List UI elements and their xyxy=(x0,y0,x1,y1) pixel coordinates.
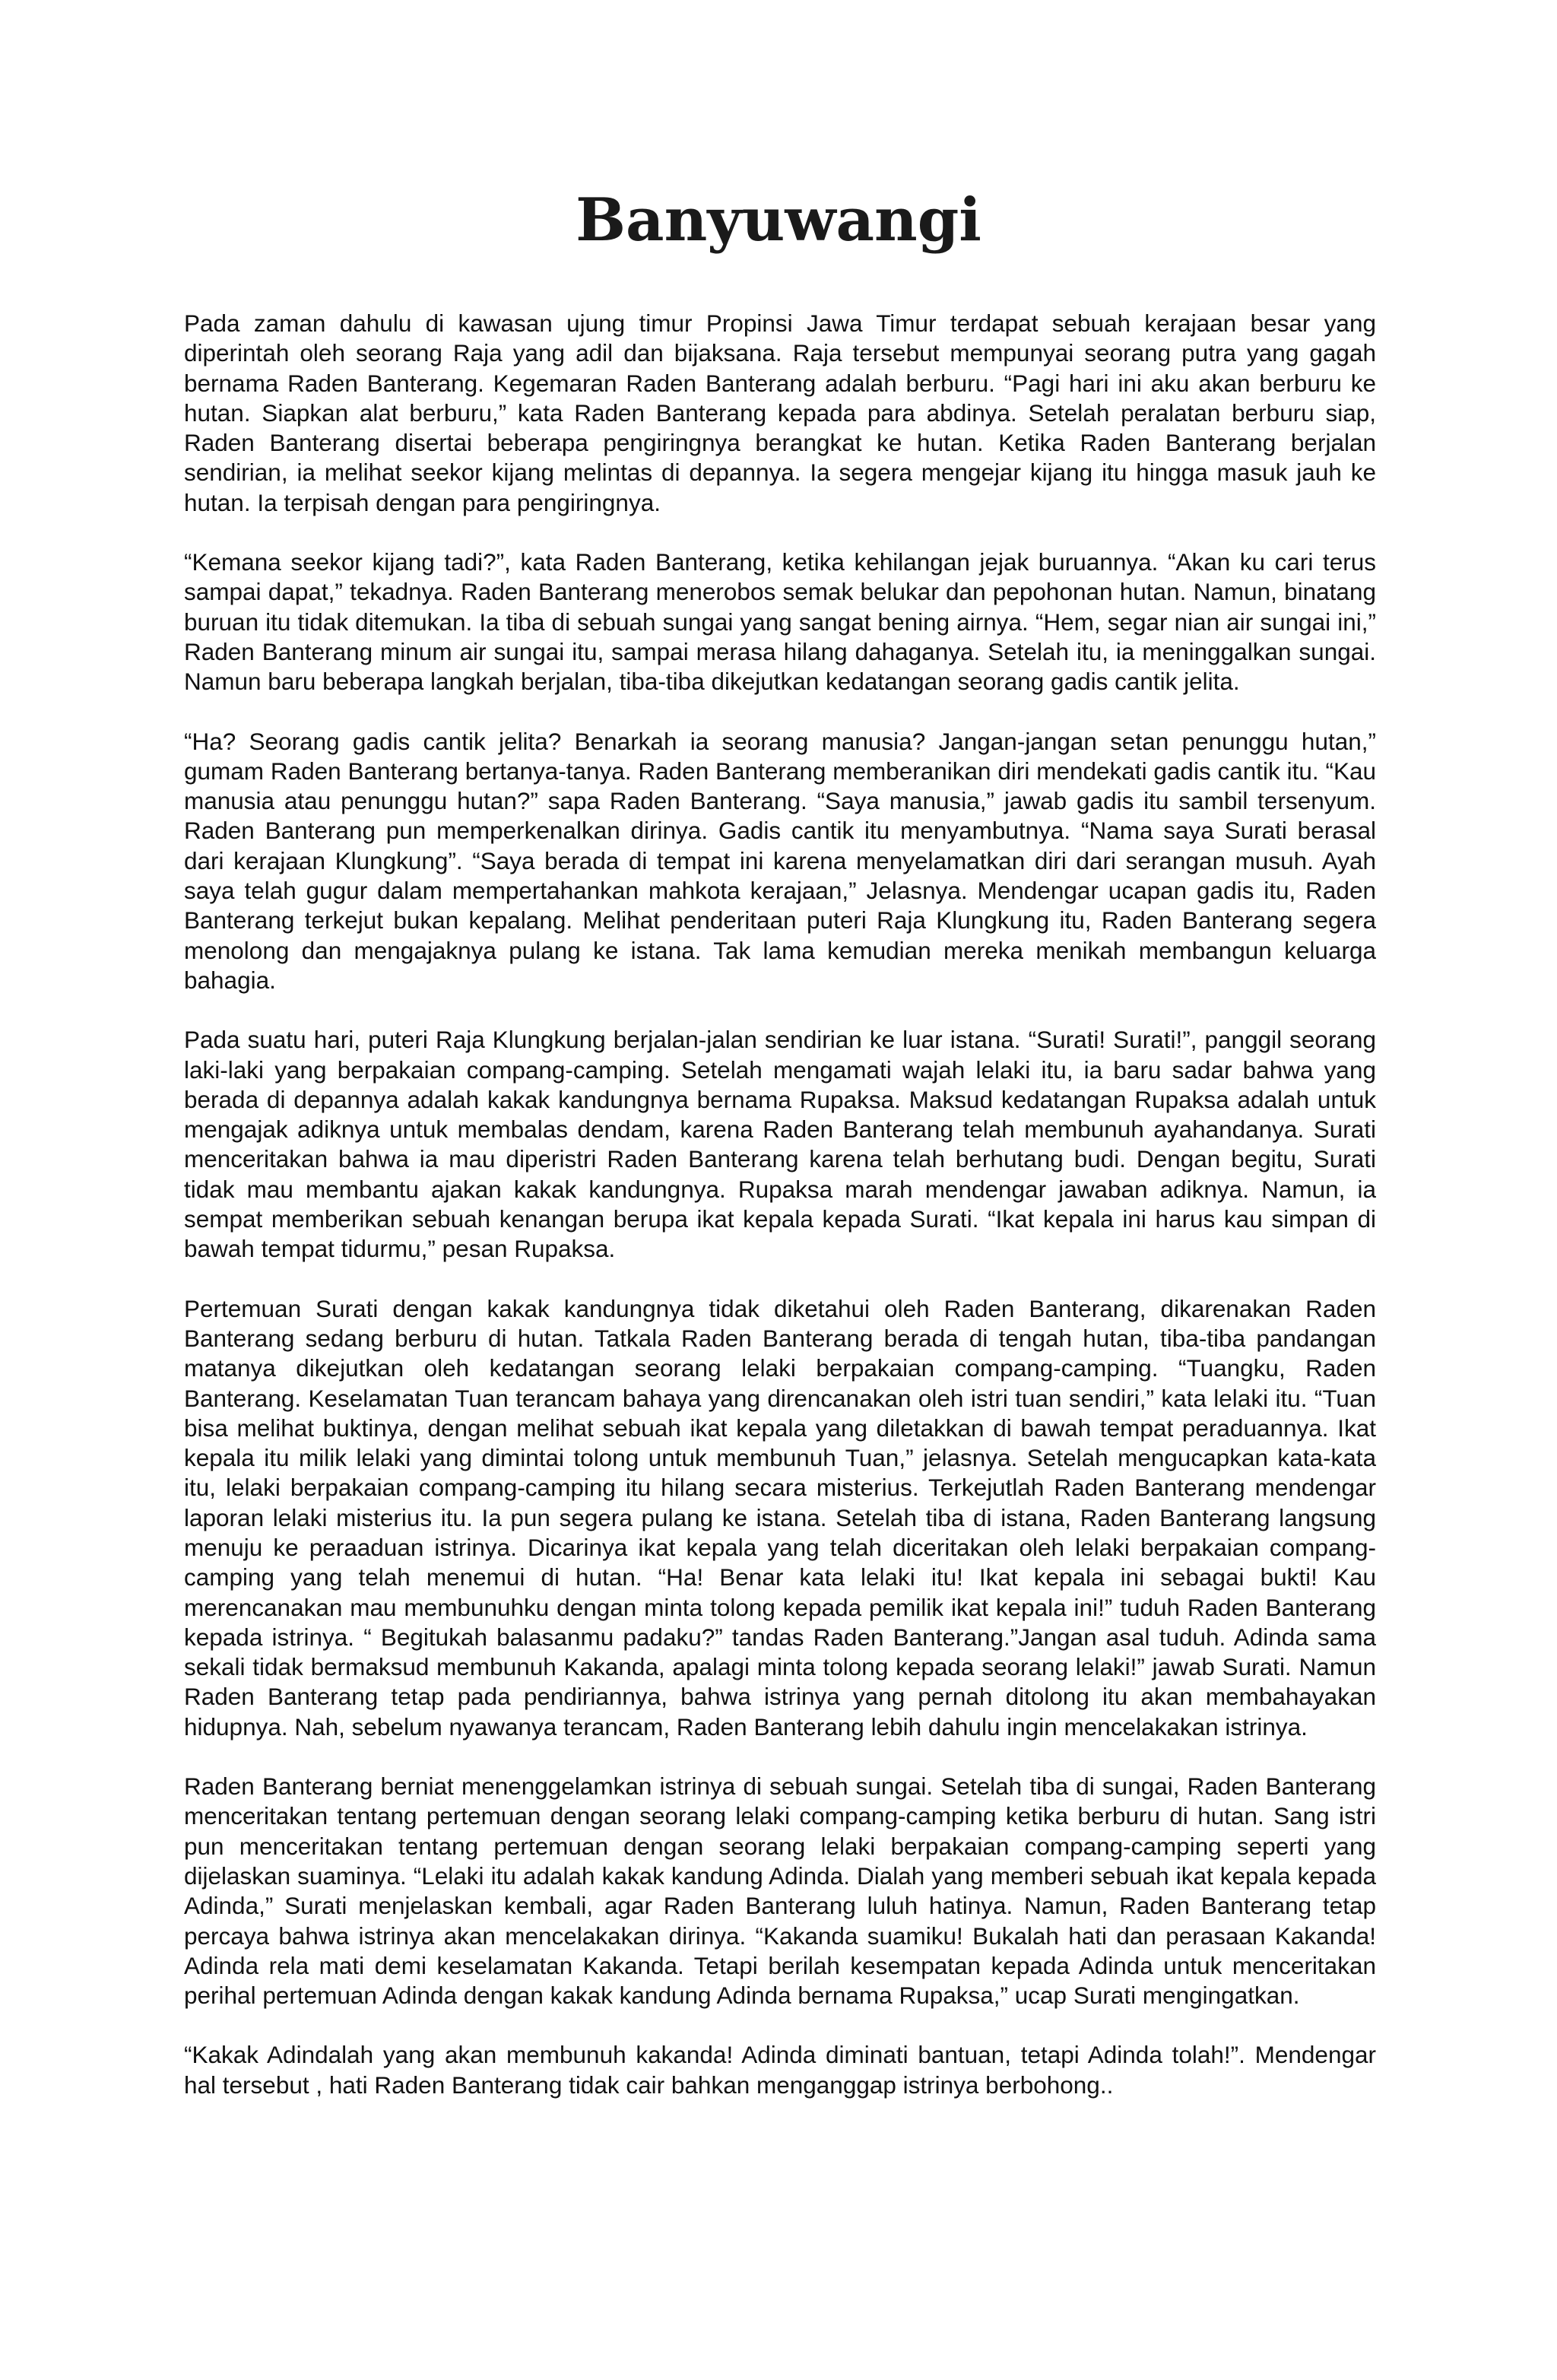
paragraph-6: Raden Banterang berniat menenggelamkan istrinya di sebuah sungai. Setelah tiba di sungai, Raden Banterang menceritakan tentang pertemuan dengan seorang lelaki compang-camping ketika berburu di hutan. Sang istri pun menceritakan tentang pertemuan dengan seorang lelaki berpakaian compang-camping seperti yang dijelaskan suaminya. “Lelaki itu adalah kakak kandung Adinda. Dialah yang memberi sebuah ikat kepala kepada Adinda,” Surati menjelaskan kembali, agar Raden Banterang luluh hatinya. Namun, Raden Banterang tetap percaya bahwa istrinya akan mencelakakan dirinya. “Kakanda suamiku! Bukalah hati dan perasaan Kakanda! Adinda rela mati demi keselamatan Kakanda. Tetapi berilah kesempatan kepada Adinda untuk menceritakan perihal pertemuan Adinda dengan kakak kandung Adinda bernama Rupaksa,” ucap Surati mengingatkan. xyxy=(184,1772,1376,2010)
paragraph-1: Pada zaman dahulu di kawasan ujung timur Propinsi Jawa Timur terdapat sebuah kerajaan besar yang diperintah oleh seorang Raja yang adil dan bijaksana. Raja tersebut mempunyai seorang putra yang gagah bernama Raden Banterang. Kegemaran Raden Banterang adalah berburu. “Pagi hari ini aku akan berburu ke hutan. Siapkan alat berburu,” kata Raden Banterang kepada para abdinya. Setelah peralatan berburu siap, Raden Banterang disertai beberapa pengiringnya berangkat ke hutan. Ketika Raden Banterang berjalan sendirian, ia melihat seekor kijang melintas di depannya. Ia segera mengejar kijang itu hingga masuk jauh ke hutan. Ia terpisah dengan para pengiringnya. xyxy=(184,309,1376,516)
document-body xyxy=(184,309,1376,2130)
paragraph-2: “Kemana seekor kijang tadi?”, kata Raden Banterang, ketika kehilangan jejak buruannya. “Akan ku cari terus sampai dapat,” tekadnya. Raden Banterang menerobos semak belukar dan pepohonan hutan. Namun, binatang buruan itu tidak ditemukan. Ia tiba di sebuah sungai yang sangat bening airnya. “Hem, segar nian air sungai ini,” Raden Banterang minum air sungai itu, sampai merasa hilang dahaganya. Setelah itu, ia meninggalkan sungai. Namun baru beberapa langkah berjalan, tiba-tiba dikejutkan kedatangan seorang gadis cantik jelita. xyxy=(184,548,1376,696)
paragraph-3: “Ha? Seorang gadis cantik jelita? Benarkah ia seorang manusia? Jangan-jangan setan penunggu hutan,” gumam Raden Banterang bertanya-tanya. Raden Banterang memberanikan diri mendekati gadis cantik itu. “Kau manusia atau penunggu hutan?” sapa Raden Banterang. “Saya manusia,” jawab gadis itu sambil tersenyum. Raden Banterang pun memperkenalkan dirinya. Gadis cantik itu menyambutnya. “Nama saya Surati berasal dari kerajaan Klungkung”. “Saya berada di tempat ini karena menyelamatkan diri dari serangan musuh. Ayah saya telah gugur dalam mempertahankan mahkota kerajaan,” Jelasnya. Mendengar ucapan gadis itu, Raden Banterang terkejut bukan kepalang. Melihat penderitaan puteri Raja Klungkung itu, Raden Banterang segera menolong dan mengajaknya pulang ke istana. Tak lama kemudian mereka menikah membangun keluarga bahagia. xyxy=(184,727,1376,994)
paragraph-4: Pada suatu hari, puteri Raja Klungkung berjalan-jalan sendirian ke luar istana. “Surati! Surati!”, panggil seorang laki-laki yang berpakaian compang-camping. Setelah mengamati wajah lelaki itu, ia baru sadar bahwa yang berada di depannya adalah kakak kandungnya bernama Rupaksa. Maksud kedatangan Rupaksa adalah untuk mengajak adiknya untuk membalas dendam, karena Raden Banterang telah membunuh ayahandanya. Surati menceritakan bahwa ia mau diperistri Raden Banterang karena telah berhutang budi. Dengan begitu, Surati tidak mau membantu ajakan kakak kandungnya. Rupaksa marah mendengar jawaban adiknya. Namun, ia sempat memberikan sebuah kenangan berupa ikat kepala kepada Surati. “Ikat kepala ini harus kau simpan di bawah tempat tidurmu,” pesan Rupaksa. xyxy=(184,1026,1376,1263)
paragraph-5: Pertemuan Surati dengan kakak kandungnya tidak diketahui oleh Raden Banterang, dikarenakan Raden Banterang sedang berburu di hutan. Tatkala Raden Banterang berada di tengah hutan, tiba-tiba pandangan matanya dikejutkan oleh kedatangan seorang lelaki berpakaian compang-camping. “Tuangku, Raden Banterang. Keselamatan Tuan terancam bahaya yang direncanakan oleh istri tuan sendiri,” kata lelaki itu. “Tuan bisa melihat buktinya, dengan melihat sebuah ikat kepala yang diletakkan di bawah tempat peraduannya. Ikat kepala itu milik lelaki yang dimintai tolong untuk membunuh Tuan,” jelasnya. Setelah mengucapkan kata-kata itu, lelaki berpakaian compang-camping itu hilang secara misterius. Terkejutlah Raden Banterang mendengar laporan lelaki misterius itu. Ia pun segera pulang ke istana. Setelah tiba di istana, Raden Banterang langsung menuju ke peraaduan istrinya. Dicarinya ikat kepala yang telah diceritakan oleh lelaki berpakaian compang-camping yang telah menemui di hutan. “Ha! Benar kata lelaki itu! Ikat kepala ini sebagai bukti! Kau merencanakan mau membunuhku dengan minta tolong kepada pemilik ikat kepala ini!” tuduh Raden Banterang kepada istrinya. “ Begitukah balasanmu padaku?” tandas Raden Banterang.”Jangan asal tuduh. Adinda sama sekali tidak bermaksud membunuh Kakanda, apalagi minta tolong kepada seorang lelaki!” jawab Surati. Namun Raden Banterang tetap pada pendiriannya, bahwa istrinya yang pernah ditolong itu akan membahayakan hidupnya. Nah, sebelum nyawanya terancam, Raden Banterang lebih dahulu ingin mencelakakan istrinya. xyxy=(184,1294,1376,1741)
document-title: Banyuwangi xyxy=(576,186,981,255)
paragraph-7: “Kakak Adindalah yang akan membunuh kakanda! Adinda diminati bantuan, tetapi Adinda tolah!”. Mendengar hal tersebut , hati Raden Banterang tidak cair bahkan menganggap istrinya berbohong.. xyxy=(184,2041,1376,2099)
